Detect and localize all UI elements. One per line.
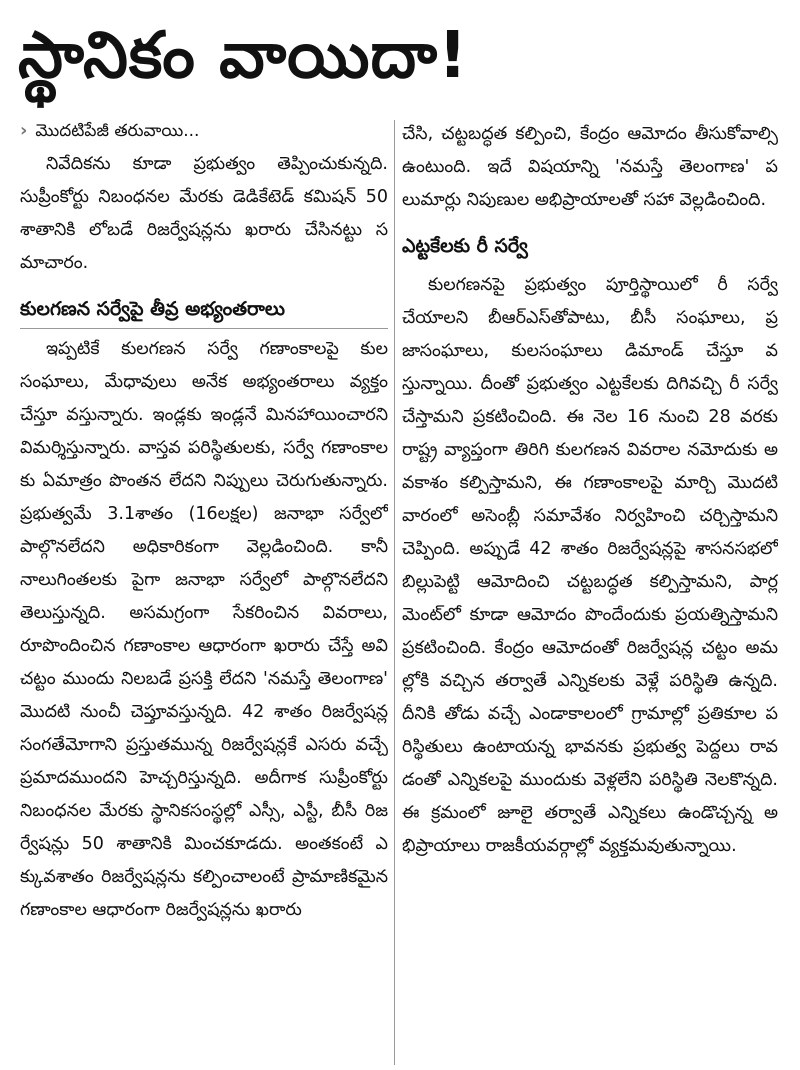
column-divider (394, 120, 395, 1065)
continued-from-front-page (20, 118, 388, 144)
subheading-re-survey: ఎట్టకేలకు రీ సర్వే (402, 235, 528, 257)
right-column (402, 118, 778, 1070)
body-paragraph-right: కులగణనపై ప్రభుత్వం పూర్తిస్థాయిలో రీ సర్వే చేయాలని బీఆర్ఎస్‌తోపాటు, బీసీ సంఘాలు, ప్రజాసంఘాలు, కులసంఘాలు డిమాండ్ చేస్తూ వస్తున్నాయి. దీంతో ప్రభుత్వం ఎట్టకేలకు దిగివచ్చి రీ సర్వే చేస్తామని ప్రకటించింది. ఈ నెల 16 నుంచి 28 వరకు రాష్ట్ర వ్యాప్తంగా తిరిగి కులగణన వివరాల నమోదుకు అవకాశం కల్పిస్తామని, ఈ గణాంకాలపై మార్చి మొదటి వారంలో అసెంబ్లీ సమావేశం నిర్వహించి చర్చిస్తామని చెప్పింది. అప్పుడే 42 శాతం రిజర్వేషన్లపై శాసనసభలో బిల్లుపెట్టి ఆమోదించి చట్టబద్ధత కల్పిస్తామని, పార్లమెంట్‌లో కూడా ఆమోదం పొందేందుకు ప్రయత్నిస్తామని ప్రకటించింది. కేంద్రం ఆమోదంతో రిజర్వేషన్ల చట్టం అమల్లోకి వచ్చిన తర్వాతే ఎన్నికలకు వెళ్లే పరిస్థితి ఉన్నది. దీనికి తోడు వచ్చే ఎండాకాలంలో గ్రామాల్లో ప్రతికూల పరిస్థితులు ఉంటాయన్న భావనకు ప్రభుత్వ పెద్దలు రావడంతో ఎన్నికలపై ముందుకు వెళ్లలేని పరిస్థితి నెలకొన్నది. ఈ క్రమంలో జూలై తర్వాతే ఎన్నికలు ఉండొచ్చన్న అభిప్రాయాలు రాజకీయవర్గాల్లో వ్యక్తమవుతున్నాయి. (402, 275, 778, 856)
headline: స్థానికం వాయిదా! (18, 19, 469, 93)
body-paragraph-left: ఇప్పటికే కులగణన సర్వే గణాంకాలపై కుల సంఘాలు, మేధావులు అనేక అభ్యంతరాలు వ్యక్తం చేస్తూ వస్తున్నారు. ఇండ్లకు ఇండ్లనే మినహాయించారని విమర్శిస్తున్నారు. వాస్తవ పరిస్థితులకు, సర్వే గణాంకాలకు ఏమాత్రం పొంతన లేదని నిప్పులు చెరుగుతున్నారు. ప్రభుత్వమే 3.1శాతం (16లక్షల) జనాభా సర్వేలో పాల్గొనలేదని అధికారికంగా వెల్లడించింది. కానీ నాలుగింతలకు పైగా జనాభా సర్వేలో పాల్గొనలేదని తెలుస్తున్నది. అసమగ్రంగా సేకరించిన వివరాలు, రూపొందించిన గణాంకాల ఆధారంగా ఖరారు చేస్తే అవి చట్టం ముందు నిలబడే ప్రసక్తి లేదని 'నమస్తే తెలంగాణ' మొదటి నుంచీ చెప్తూవస్తున్నది. 42 శాతం రిజర్వేషన్ల సంగతేమోగాని ప్రస్తుతమున్న రిజర్వేషన్లకే ఎసరు వచ్చే ప్రమాదముందని హెచ్చరిస్తున్నది. అదీగాక సుప్రీంకోర్టు నిబంధనల మేరకు స్థానికసంస్థల్లో ఎస్సీ, ఎస్టీ, బీసీ రిజర్వేషన్లు 50 శాతానికి మించకూడదు. అంతకంటే ఎక్కువశాతం రిజర్వేషన్లను కల్పించాలంటే ప్రామాణికమైన గణాంకాల ఆధారంగా రిజర్వేషన్లను ఖరారు (20, 339, 388, 920)
continued-label: మొదటిపేజీ తరువాయి... (35, 121, 200, 141)
left-column (20, 118, 388, 1070)
chevron-right-icon: › (20, 120, 28, 141)
continuation-paragraph: చేసి, చట్టబద్ధత కల్పించి, కేంద్రం ఆమోదం తీసుకోవాల్సి ఉంటుంది. ఇదే విషయాన్ని 'నమస్తే తెలంగాణ' పలుమార్లు నిపుణుల అభిప్రాయాలతో సహా వెల్లడించింది. (402, 124, 778, 210)
subheading-caste-census-objections: కులగణన సర్వేపై తీవ్ర అభ్యంతరాలు (20, 294, 388, 329)
intro-paragraph: నివేదికను కూడా ప్రభుత్వం తెప్పించుకున్నది. సుప్రీంకోర్టు నిబంధనల మేరకు డెడికేటెడ్ కమిషన్ 50 శాతానికి లోబడే రిజర్వేషన్లను ఖరారు చేసినట్టు సమాచారం. (20, 154, 388, 273)
